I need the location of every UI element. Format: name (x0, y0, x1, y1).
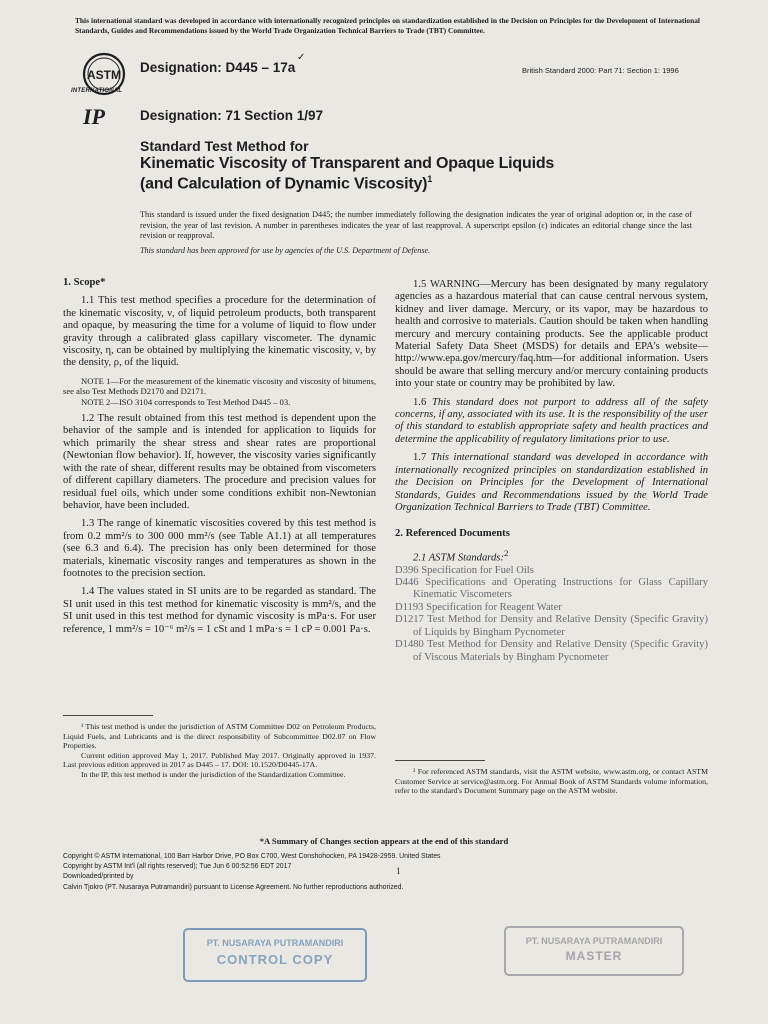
para-1-6: 1.6 This standard does not purport to address all of the safety concerns, if any, associated with its use. It is the responsibility of the user of this standard to establish appropriate safety and health practices and determine the applicability of regulatory limitations prior to use. (395, 396, 708, 445)
copyright-line: Calvin Tjokro (PT. Nusaraya Putramandiri) pursuant to License Agreement. No further reproductions authorized. (63, 883, 404, 891)
british-standard-label: British Standard 2000: Part 71: Section 1: 1996 (522, 66, 679, 75)
title-line-1: Standard Test Method for (140, 138, 309, 154)
footnotes-right (395, 767, 708, 796)
note-1: NOTE 1—For the measurement of the kinematic viscosity and viscosity of bitumens, see also Test Methods D2170 and D2171. (63, 375, 376, 397)
check-mark-icon: ✓ (297, 52, 306, 63)
footnotes-left (63, 722, 376, 780)
title-footnote-ref: 1 (427, 174, 433, 184)
para-1-1: 1.1 This test method specifies a procedure for the determination of the kinematic viscosity, ν, of liquid petroleum products, both transparent and opaque, by measuring the time for a volume of liquid to flow under gravity through a calibrated glass capillary viscometer. The dynamic viscosity, η, can be obtained by multiplying the kinematic viscosity, ν, by the density, ρ, of the liquid. (63, 295, 376, 369)
para-1-2: 1.2 The result obtained from this test method is dependent upon the behavior of the sample and is intended for application to liquids for which primarily the shear stress and shear rates are proportional (Newtonian flow behavior). If, however, the viscosity varies significantly with the rate of shear, different results may be obtained from viscometers of different capillary diameters. The procedure and precision values for residual fuel oils, which under some conditions exhibit non-Newtonian behavior, have been included. (63, 413, 376, 511)
summary-of-changes-note: *A Summary of Changes section appears at the end of this standard (259, 836, 509, 846)
designation-primary: Designation: D445 – 17a (140, 60, 296, 75)
logo-mark: ASTM (87, 68, 121, 82)
astm-standards-label: 2.1 ASTM Standards:$^2$ (413, 547, 509, 564)
reference-list (395, 565, 708, 664)
title-line-3: (and Calculation of Dynamic Viscosity)$^1$ (140, 174, 433, 193)
reference-item: D446 Specifications and Operating Instructions for Glass Capillary Kinematic Viscometers (395, 577, 708, 601)
scope-heading: 1. Scope* (63, 277, 106, 288)
para-1-5: 1.5 WARNING—Mercury has been designated by many regulatory agencies as a hazardous material that can cause central nervous system, kidney and liver damage. Mercury, or its vapor, may be hazardous to health and corrosive to materials. Caution should be taken when handling mercury and mercury containing products. See the applicable product Material Safety Data Sheet (MSDS) for details and EPA's website—http://www.epa.gov/mercury/faq.htm—for additional information. Users should be aware that selling mercury and/or mercury containing products into your state or country may be prohibited by law. (395, 279, 708, 390)
para-1-3: 1.3 The range of kinematic viscosities covered by this test method is from 0.2 mm²/s to 300 000 mm²/s (see Table A1.1) at all temperatures (see 6.3 and 6.4). The precision has only been determined for those materials, kinematic viscosity ranges and temperatures as shown in the footnotes to the precision section. (63, 518, 376, 579)
reference-item: D1480 Test Method for Density and Relative Density (Specific Gravity) of Viscous Materials by Bingham Pycnometer (395, 639, 708, 663)
para-1-7: 1.7 This international standard was developed in accordance with internationally recognized principles on standardization established in the Decision on Principles for the Development of International Standards, Guides and Recommendations issued by the World Trade Organization Technical Barriers to Trade (TBT) Committee. (395, 452, 708, 513)
copyright-block (63, 852, 623, 893)
reference-item: D396 Specification for Fuel Oils (395, 564, 534, 576)
astm-logo (78, 52, 130, 102)
footnote-2: ² For referenced ASTM standards, visit the ASTM website, www.astm.org, or contact ASTM Customer Service at service@astm.org. For Annual Book of ASTM Standards volume information, refer to the standard's Document Summary page on the ASTM website. (395, 767, 708, 796)
copyright-line: Copyright © ASTM International, 100 Barr Harbor Drive, PO Box C700, West Conshohocken, PA 19428-2959. United States (63, 853, 441, 860)
page-number: 1 (396, 866, 401, 876)
referenced-documents-heading: 2. Referenced Documents (395, 528, 510, 540)
intro-statement: This international standard was developed in accordance with internationally recognized principles on standardization established in the Decision on Principles for the Development of International Standards, Guides and Recommendations issued by the World Trade Organization Technical Barriers to Trade (TBT) Committee. (75, 16, 700, 35)
left-column (63, 277, 376, 636)
ip-logo: IP (83, 104, 105, 129)
note-2: NOTE 2—ISO 3104 corresponds to Test Method D445 – 03. (81, 396, 291, 407)
copyright-line: Downloaded/printed by (63, 873, 134, 881)
reference-item: D1193 Specification for Reagent Water (395, 601, 562, 613)
footnote-1a: ¹ This test method is under the jurisdiction of ASTM Committee D02 on Petroleum Products, Liquid Fuels, and Lubricants and is the direct responsibility of Subcommittee D02.07 on Flow Properties. (63, 722, 376, 751)
title-line-2: Kinematic Viscosity of Transparent and Opaque Liquids (140, 155, 555, 172)
stamp-company: PT. NUSARAYA PUTRAMANDIRI (525, 936, 663, 946)
footnote-divider-right (395, 760, 485, 761)
right-column (395, 279, 708, 664)
defense-approval: This standard has been approved for use by agencies of the U.S. Department of Defense. (140, 246, 431, 255)
master-stamp (504, 926, 684, 976)
reference-item: D1217 Test Method for Density and Relative Density (Specific Gravity) of Liquids by Bingham Pycnometer (395, 614, 708, 638)
para-1-4: 1.4 The values stated in SI units are to be regarded as standard. The SI unit used in this test method for kinematic viscosity is mm²/s, and the SI unit used in this test method for dynamic viscosity is mPa·s. For user reference, 1 mm²/s = 10⁻⁶ m²/s = 1 cSt and 1 mPa·s = 1 cP = 0.001 Pa·s. (63, 586, 376, 635)
designation-secondary: Designation: 71 Section 1/97 (140, 108, 324, 123)
stamp-label: CONTROL COPY (216, 952, 334, 967)
copyright-line: Copyright by ASTM Int'l (all rights reserved); Tue Jun 6 00:52:56 EDT 2017 (63, 863, 292, 871)
stamp-label: MASTER (565, 949, 623, 963)
footnote-1b: Current edition approved May 1, 2017. Published May 2017. Originally approved in 1937. Last previous edition approved in 2017 as D445 – 17. DOI: 10.1520/D0445-17A. (63, 750, 376, 770)
footnote-divider-left (63, 715, 153, 716)
stamp-company: PT. NUSARAYA PUTRAMANDIRI (206, 938, 344, 948)
footnote-1c: In the IP, this test method is under the jurisdiction of the Standardization Committee. (81, 769, 346, 779)
control-copy-stamp (183, 928, 367, 982)
preamble: This standard is issued under the fixed designation D445; the number immediately following the designation indicates the year of original adoption or, in the case of revision, the year of last revision. A number in parentheses indicates the year of last reapproval. A superscript epsilon (ε) indicates an editorial change since the last revision or reapproval. (140, 210, 692, 240)
logo-caption: INTERNATIONAL (71, 88, 123, 94)
